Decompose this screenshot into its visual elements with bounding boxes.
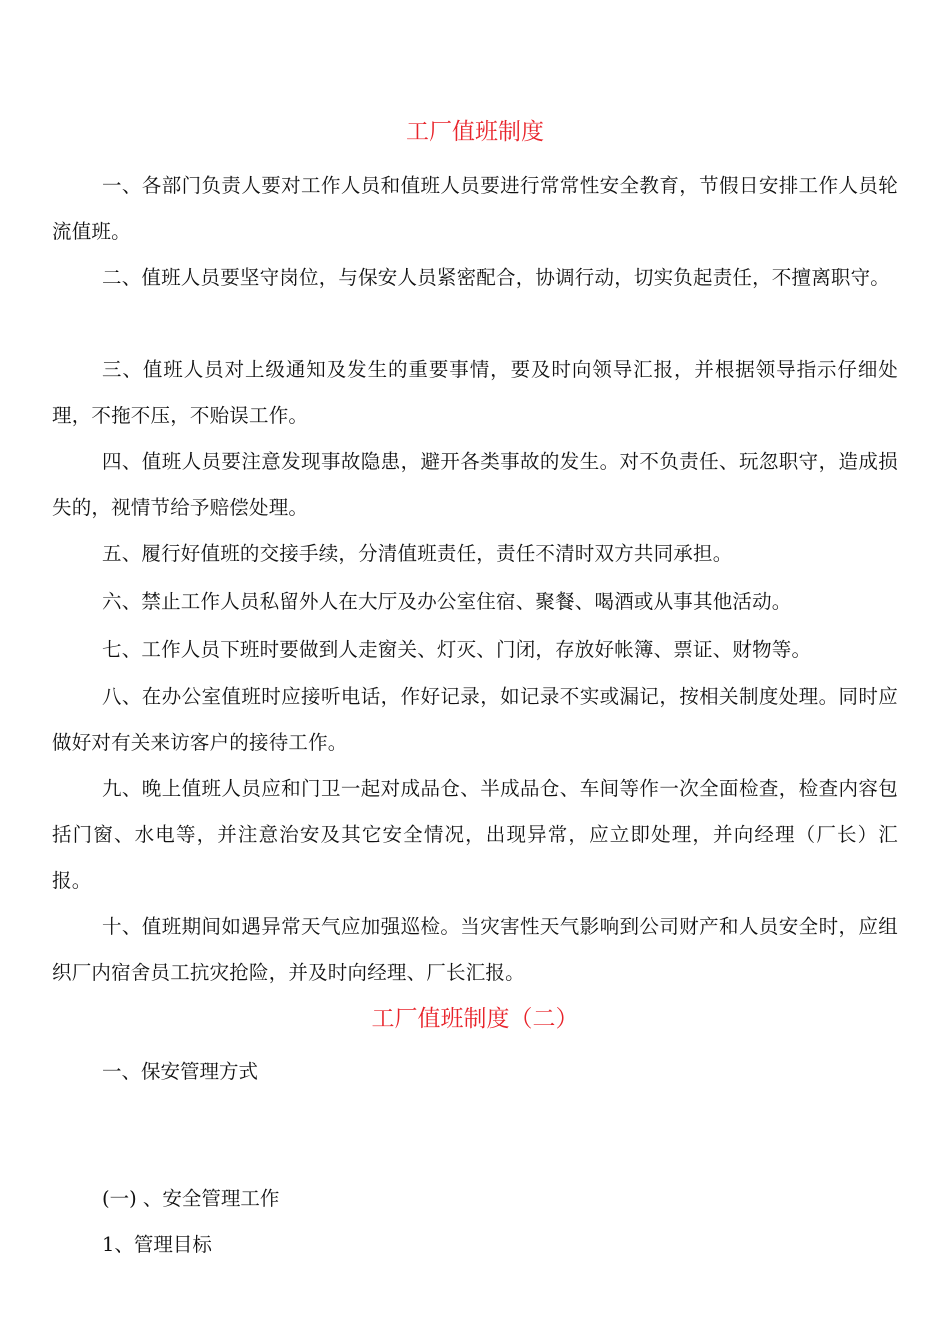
paragraph-1: 一、各部门负责人要对工作人员和值班人员要进行常常性安全教育，节假日安排工作人员轮流值班。: [52, 174, 898, 243]
paragraph-5: 五、履行好值班的交接手续，分清值班责任，责任不清时双方共同承担。: [102, 542, 733, 565]
paragraph-9: 九、晚上值班人员应和门卫一起对成品仓、半成品仓、车间等作一次全面检查，检查内容包括门窗、水电等，并注意治安及其它安全情况，出现异常，应立即处理，并向经理（厂长）汇报。: [52, 777, 898, 892]
item-heading: 1、管理目标: [102, 1233, 212, 1256]
paragraph-2: 二、值班人员要坚守岗位，与保安人员紧密配合，协调行动，切实负起责任，不擅离职守。: [102, 266, 891, 289]
paragraph-6: 六、禁止工作人员私留外人在大厅及办公室住宿、聚餐、喝酒或从事其他活动。: [102, 590, 792, 613]
paragraph-4: 四、值班人员要注意发现事故隐患，避开各类事故的发生。对不负责任、玩忽职守，造成损失的，视情节给予赔偿处理。: [52, 450, 898, 519]
paragraph-3: 三、值班人员对上级通知及发生的重要事情，要及时向领导汇报，并根据领导指示仔细处理，不拖不压，不贻误工作。: [52, 358, 898, 427]
paragraph-7: 七、工作人员下班时要做到人走窗关、灯灭、门闭，存放好帐簿、票证、财物等。: [102, 638, 812, 661]
document-title: 工厂值班制度: [406, 119, 544, 145]
paragraph-8: 八、在办公室值班时应接听电话，作好记录，如记录不实或漏记，按相关制度处理。同时应做好对有关来访客户的接待工作。: [52, 685, 898, 754]
subsection-heading: (一) 、安全管理工作: [102, 1187, 280, 1210]
paragraph-10: 十、值班期间如遇异常天气应加强巡检。当灾害性天气影响到公司财产和人员安全时，应组织厂内宿舍员工抗灾抢险，并及时向经理、厂长汇报。: [52, 915, 898, 984]
section-title-2: 工厂值班制度（二）: [371, 1006, 579, 1032]
section-heading: 一、保安管理方式: [102, 1060, 259, 1083]
